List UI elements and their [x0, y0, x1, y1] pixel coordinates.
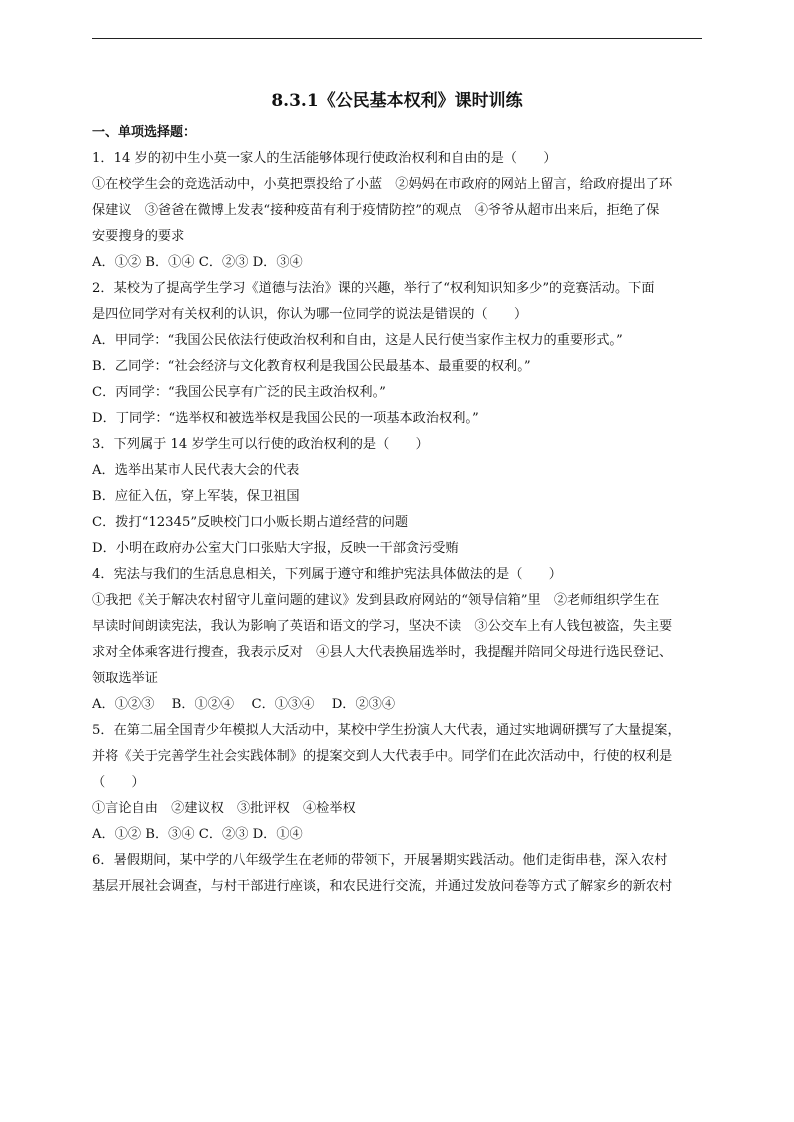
question-1-options: A．①② B．①④ C．②③ D．③④: [92, 255, 303, 270]
question-2-option-d: D．丁同学：“选举权和被选举权是我国公民的一项基本政治权利。”: [92, 411, 479, 426]
document-body: [92, 120, 704, 900]
question-3-stem: 3．下列属于 14 岁学生可以行使的政治权利的是（ ）: [92, 437, 429, 452]
question-4-statements-line-3: 求对全体乘客进行搜查，我表示反对 ④县人大代表换届选举时，我提醒并陪同父母进行选民登记、: [92, 645, 673, 660]
question-3-option-c: C．拨打“12345”反映校门口小贩长期占道经营的问题: [92, 515, 409, 530]
question-1-statements-line-2: 保建议 ③爸爸在微博上发表“接种疫苗有利于疫情防控”的观点 ④爷爷从超市出来后，拒绝了保: [92, 203, 660, 218]
question-1-statements-line-1: ①在校学生会的竞选活动中，小莫把票投给了小蓝 ②妈妈在市政府的网站上留言，给政府提出了环: [92, 177, 673, 192]
question-3-option-d: D．小明在政府办公室大门口张贴大字报，反映一干部贪污受贿: [92, 541, 459, 556]
question-3-option-b: B．应征入伍，穿上军装，保卫祖国: [92, 489, 300, 504]
header-rule: [92, 38, 702, 39]
question-5-options: A．①② B．③④ C．②③ D．①④: [92, 827, 303, 842]
question-2-stem-line-2: 是四位同学对有关权利的认识，你认为哪一位同学的说法是错误的（ ）: [92, 307, 528, 322]
question-4-statements-line-2: 早读时间朗读宪法，我认为影响了英语和语文的学习，坚决不读 ③公交车上有人钱包被盗，失主要: [92, 619, 673, 634]
question-2-option-a: A．甲同学：“我国公民依法行使政治权利和自由，这是人民行使当家作主权力的重要形式。”: [92, 333, 623, 348]
section-heading: 一、单项选择题：: [92, 125, 197, 140]
question-6-stem-line-1: 6．暑假期间，某中学的八年级学生在老师的带领下，开展暑期实践活动。他们走街串巷，深入农村: [92, 853, 668, 868]
question-3-option-a: A．选举出某市人民代表大会的代表: [92, 463, 300, 478]
question-5-stem-line-3: （ ）: [92, 775, 145, 790]
document-title: 8.3.1《公民基本权利》课时训练: [271, 91, 523, 111]
question-2-option-c: C．丙同学：“我国公民享有广泛的民主政治权利。”: [92, 385, 386, 400]
question-5-stem-line-1: 5．在第二届全国青少年模拟人大活动中，某校中学生扮演人大代表，通过实地调研撰写了大量提案，: [92, 723, 681, 738]
question-1-statements-line-3: 安要搜身的要求: [92, 229, 185, 244]
question-1-stem: 1．14 岁的初中生小莫一家人的生活能够体现行使政治权利和自由的是（ ）: [92, 151, 557, 166]
question-4-options: A．①②③ B．①②④ C．①③④ D．②③④: [92, 697, 396, 712]
question-4-stem: 4．宪法与我们的生活息息相关，下列属于遵守和维护宪法具体做法的是（ ）: [92, 567, 562, 582]
question-2-stem-line-1: 2．某校为了提高学生学习《道德与法治》课的兴趣，举行了“权利知识知多少”的竞赛活动。下面: [92, 281, 655, 296]
question-5-stem-line-2: 并将《关于完善学生社会实践体制》的提案交到人大代表手中。同学们在此次活动中，行使的权利是: [92, 749, 673, 764]
question-2-option-b: B．乙同学：“社会经济与文化教育权利是我国公民最基本、最重要的权利。”: [92, 359, 531, 374]
question-4-statements-line-4: 领取选举证: [92, 671, 158, 686]
question-4-statements-line-1: ①我把《关于解决农村留守儿童问题的建议》发到县政府网站的“领导信箱”里 ②老师组织学生在: [92, 593, 660, 608]
question-6-stem-line-2: 基层开展社会调查，与村干部进行座谈，和农民进行交流，并通过发放问卷等方式了解家乡的新农村: [92, 879, 673, 894]
question-5-statements: ①言论自由 ②建议权 ③批评权 ④检举权: [92, 801, 356, 816]
